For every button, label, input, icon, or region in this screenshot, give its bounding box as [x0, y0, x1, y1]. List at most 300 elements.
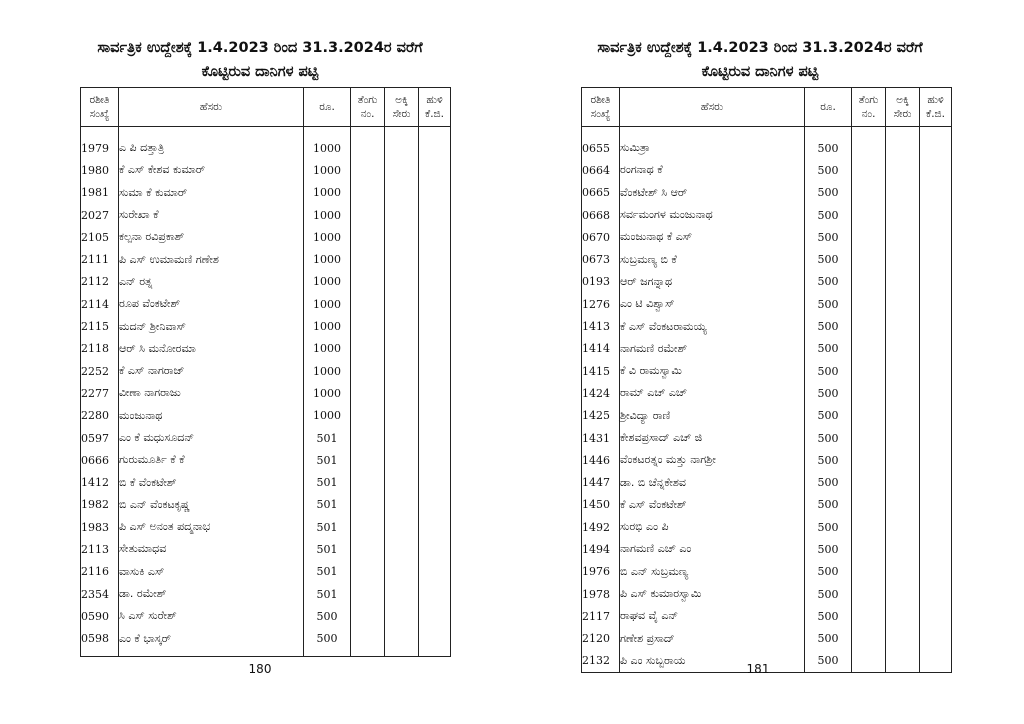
donor-name-cell: ಎನ್ ರತ್ನ — [119, 271, 304, 293]
receipt-number-cell: 0193 — [582, 271, 620, 293]
donor-name-cell: ಪಿ ಎಸ್ ಉಮಾಮಣಿ ಗಣೇಶ — [119, 248, 304, 270]
receipt-number-cell: 1425 — [582, 405, 620, 427]
receipt-number-cell: 1492 — [582, 516, 620, 538]
rice-cell — [385, 628, 419, 650]
coconut-cell — [852, 293, 886, 315]
rice-cell — [886, 427, 920, 449]
coconut-cell — [351, 605, 385, 627]
rice-cell — [886, 271, 920, 293]
receipt-number-cell: 1276 — [582, 293, 620, 315]
header-name: ಹೆಸರು — [119, 88, 304, 127]
amount-cell: 1000 — [304, 293, 351, 315]
receipt-number-cell: 0665 — [582, 182, 620, 204]
receipt-number-cell: 2117 — [582, 605, 620, 627]
amount-cell: 1000 — [304, 159, 351, 181]
filler-cell — [81, 650, 119, 657]
rice-cell — [385, 494, 419, 516]
spacer-cell — [119, 127, 304, 138]
receipt-number-cell: 2354 — [81, 583, 119, 605]
receipt-number-cell: 1415 — [582, 360, 620, 382]
tamarind-cell — [920, 405, 952, 427]
amount-cell: 500 — [805, 583, 852, 605]
coconut-cell — [852, 271, 886, 293]
tamarind-cell — [920, 293, 952, 315]
rice-cell — [886, 293, 920, 315]
table-row — [582, 315, 952, 337]
coconut-cell — [351, 561, 385, 583]
donor-name-cell: ಡಾ. ರಮೇಶ್ — [119, 583, 304, 605]
amount-cell: 1000 — [304, 226, 351, 248]
rice-cell — [385, 182, 419, 204]
filler-cell — [385, 650, 419, 657]
coconut-cell — [852, 427, 886, 449]
coconut-cell — [351, 159, 385, 181]
tamarind-cell — [920, 561, 952, 583]
title-line-1: ಸಾರ್ವತ್ರಿಕ ಉದ್ದೇಶಕ್ಕೆ 1.4.2023 ರಿಂದ 31.3.2024ರ ವರೆಗೆ — [97, 40, 423, 56]
coconut-cell — [852, 137, 886, 159]
tamarind-cell — [920, 471, 952, 493]
header-tamarind: ಹುಳಿ ಕೆ.ಜಿ. — [419, 88, 451, 127]
tamarind-cell — [920, 226, 952, 248]
donor-name-cell: ಕೆ ಎಸ್ ಕೇಶವ ಕುಮಾರ್ — [119, 159, 304, 181]
table-row — [582, 516, 952, 538]
donor-name-cell: ಕಲ್ಪನಾ ರವಿಪ್ರಕಾಶ್ — [119, 226, 304, 248]
table-row — [582, 628, 952, 650]
receipt-number-cell: 1450 — [582, 494, 620, 516]
page-number: 180 — [248, 662, 272, 676]
coconut-cell — [351, 360, 385, 382]
coconut-cell — [852, 471, 886, 493]
amount-cell: 1000 — [304, 405, 351, 427]
table-row — [582, 137, 952, 159]
tamarind-cell — [920, 628, 952, 650]
amount-cell: 500 — [805, 605, 852, 627]
coconut-cell — [852, 382, 886, 404]
rice-cell — [385, 471, 419, 493]
table-row — [81, 360, 451, 382]
coconut-cell — [351, 538, 385, 560]
title-line-2: ಕೊಟ್ಟಿರುವ ದಾನಿಗಳ ಪಟ್ಟಿ — [701, 64, 819, 80]
amount-cell: 500 — [805, 538, 852, 560]
spacer-cell — [886, 127, 920, 138]
receipt-number-cell: 1412 — [81, 471, 119, 493]
tamarind-cell — [920, 538, 952, 560]
tamarind-cell — [419, 226, 451, 248]
donor-name-cell: ಬಿ ಎನ್ ಸುಬ್ರಮಣ್ಯ — [620, 561, 805, 583]
table-row — [81, 248, 451, 270]
donor-name-cell: ಕೆ ಎಸ್ ವೆಂಕಟೇಶ್ — [620, 494, 805, 516]
donor-name-cell: ಪಿ ಎಸ್ ಕುಮಾರಸ್ವಾಮಿ — [620, 583, 805, 605]
amount-cell: 501 — [304, 471, 351, 493]
receipt-number-cell: 0598 — [81, 628, 119, 650]
tamarind-cell — [920, 494, 952, 516]
coconut-cell — [351, 248, 385, 270]
donor-name-cell: ವೀಣಾ ನಾಗರಾಜು — [119, 382, 304, 404]
rice-cell — [385, 226, 419, 248]
coconut-cell — [351, 494, 385, 516]
page-title — [580, 36, 940, 84]
table-row — [81, 271, 451, 293]
coconut-cell — [852, 583, 886, 605]
spacer-cell — [582, 127, 620, 138]
coconut-cell — [852, 538, 886, 560]
donor-name-cell: ಗಣೇಶ ಪ್ರಸಾದ್ — [620, 628, 805, 650]
spacer-cell — [852, 127, 886, 138]
rice-cell — [886, 382, 920, 404]
table-row — [81, 471, 451, 493]
table-row — [81, 204, 451, 226]
coconut-cell — [852, 360, 886, 382]
receipt-number-cell: 1414 — [582, 338, 620, 360]
header-receipt-number: ರಶೀತಿ ಸಂಖ್ಯೆ — [582, 88, 620, 127]
header-coconut: ತೆಂಗು ನಂ. — [351, 88, 385, 127]
rice-cell — [886, 182, 920, 204]
receipt-number-cell: 1978 — [582, 583, 620, 605]
coconut-cell — [351, 382, 385, 404]
coconut-cell — [351, 271, 385, 293]
table-row — [582, 583, 952, 605]
right-page — [512, 0, 1024, 724]
table-row — [582, 494, 952, 516]
donor-name-cell: ಸುರೇಖಾ ಕೆ — [119, 204, 304, 226]
coconut-cell — [351, 137, 385, 159]
coconut-cell — [351, 583, 385, 605]
tamarind-cell — [419, 471, 451, 493]
table-row — [582, 405, 952, 427]
receipt-number-cell: 0597 — [81, 427, 119, 449]
receipt-number-cell: 0670 — [582, 226, 620, 248]
header-tamarind: ಹುಳಿ ಕೆ.ಜಿ. — [920, 88, 952, 127]
table-row — [582, 204, 952, 226]
coconut-cell — [351, 516, 385, 538]
table-row — [582, 561, 952, 583]
coconut-cell — [852, 628, 886, 650]
rice-cell — [385, 382, 419, 404]
tamarind-cell — [419, 538, 451, 560]
amount-cell: 500 — [304, 605, 351, 627]
amount-cell: 500 — [805, 650, 852, 673]
tamarind-cell — [419, 159, 451, 181]
spacer-cell — [620, 127, 805, 138]
table-row — [81, 226, 451, 248]
donor-name-cell: ರಾಮ್ ಎಚ್ ಎಚ್ — [620, 382, 805, 404]
amount-cell: 500 — [304, 628, 351, 650]
donor-name-cell: ಸುಮಾ ಕೆ ಕುಮಾರ್ — [119, 182, 304, 204]
spacer-cell — [385, 127, 419, 138]
donor-name-cell: ಎ ಪಿ ದತ್ತಾತ್ರಿ — [119, 137, 304, 159]
amount-cell: 501 — [304, 561, 351, 583]
tamarind-cell — [920, 427, 952, 449]
rice-cell — [886, 605, 920, 627]
donor-name-cell: ಮಂಜುನಾಥ — [119, 405, 304, 427]
table-row — [582, 427, 952, 449]
table-row — [81, 583, 451, 605]
table-row — [582, 248, 952, 270]
table-row — [81, 628, 451, 650]
table-row — [81, 449, 451, 471]
donor-name-cell: ರೂಪ ವೆಂಕಟೇಶ್ — [119, 293, 304, 315]
receipt-number-cell: 0655 — [582, 137, 620, 159]
rice-cell — [385, 315, 419, 337]
table-row — [582, 382, 952, 404]
amount-cell: 500 — [805, 293, 852, 315]
coconut-cell — [852, 338, 886, 360]
coconut-cell — [351, 315, 385, 337]
amount-cell: 501 — [304, 538, 351, 560]
table-row — [582, 271, 952, 293]
receipt-number-cell: 2120 — [582, 628, 620, 650]
receipt-number-cell: 1424 — [582, 382, 620, 404]
donor-name-cell: ರಂಗನಾಥ ಕೆ — [620, 159, 805, 181]
receipt-number-cell: 2027 — [81, 204, 119, 226]
filler-cell — [304, 650, 351, 657]
tamarind-cell — [419, 605, 451, 627]
tamarind-cell — [920, 338, 952, 360]
tamarind-cell — [419, 360, 451, 382]
table-row — [81, 159, 451, 181]
receipt-number-cell: 2112 — [81, 271, 119, 293]
amount-cell: 500 — [805, 226, 852, 248]
donor-name-cell: ಆರ್ ಸಿ ಮನೋರಮಾ — [119, 338, 304, 360]
tamarind-cell — [920, 159, 952, 181]
coconut-cell — [351, 449, 385, 471]
amount-cell: 500 — [805, 471, 852, 493]
amount-cell: 500 — [805, 561, 852, 583]
table-row — [582, 605, 952, 627]
donor-name-cell: ಗುರುಮೂರ್ತಿ ಕೆ ಕೆ — [119, 449, 304, 471]
donor-name-cell: ಕೇಶವಪ್ರಸಾದ್ ಎಚ್ ಜಿ — [620, 427, 805, 449]
amount-cell: 500 — [805, 248, 852, 270]
receipt-number-cell: 2116 — [81, 561, 119, 583]
filler-row — [81, 650, 451, 657]
rice-cell — [385, 293, 419, 315]
amount-cell: 1000 — [304, 271, 351, 293]
table-row — [81, 315, 451, 337]
coconut-cell — [351, 471, 385, 493]
table-row — [81, 293, 451, 315]
receipt-number-cell: 2252 — [81, 360, 119, 382]
table-row — [582, 338, 952, 360]
rice-cell — [886, 204, 920, 226]
rice-cell — [385, 271, 419, 293]
donor-name-cell: ಎಂ ಕೆ ಭಾಸ್ಕರ್ — [119, 628, 304, 650]
filler-cell — [119, 650, 304, 657]
donor-name-cell: ಆರ್ ಜಗನ್ನಾಥ — [620, 271, 805, 293]
table-row — [81, 405, 451, 427]
amount-cell: 500 — [805, 628, 852, 650]
receipt-number-cell: 1446 — [582, 449, 620, 471]
amount-cell: 1000 — [304, 182, 351, 204]
tamarind-cell — [419, 182, 451, 204]
receipt-number-cell: 2114 — [81, 293, 119, 315]
rice-cell — [385, 605, 419, 627]
tamarind-cell — [419, 382, 451, 404]
tamarind-cell — [920, 315, 952, 337]
tamarind-cell — [920, 382, 952, 404]
donor-name-cell: ಬಿ ಕೆ ವೆಂಕಟೇಶ್ — [119, 471, 304, 493]
rice-cell — [886, 137, 920, 159]
donor-name-cell: ವೆಂಕಟೇಶ್ ಸಿ ಆರ್ — [620, 182, 805, 204]
table-row — [582, 538, 952, 560]
coconut-cell — [852, 204, 886, 226]
donor-name-cell: ಡಾ. ಬಿ ಚೆನ್ನಕೇಶವ — [620, 471, 805, 493]
coconut-cell — [351, 405, 385, 427]
coconut-cell — [351, 204, 385, 226]
donor-name-cell: ಸೇತುಮಾಧವ — [119, 538, 304, 560]
table-row — [582, 226, 952, 248]
donor-name-cell: ಎಂ ಕೆ ಮಧುಸೂದನ್ — [119, 427, 304, 449]
amount-cell: 501 — [304, 449, 351, 471]
donor-name-cell: ನಾಗಮಣಿ ರಮೇಶ್ — [620, 338, 805, 360]
amount-cell: 500 — [805, 137, 852, 159]
coconut-cell — [351, 427, 385, 449]
rice-cell — [886, 583, 920, 605]
table-row — [81, 137, 451, 159]
coconut-cell — [852, 449, 886, 471]
amount-cell: 1000 — [304, 248, 351, 270]
receipt-number-cell: 1981 — [81, 182, 119, 204]
amount-cell: 500 — [805, 204, 852, 226]
table-row — [81, 605, 451, 627]
tamarind-cell — [419, 204, 451, 226]
rice-cell — [886, 538, 920, 560]
receipt-number-cell: 2115 — [81, 315, 119, 337]
amount-cell: 500 — [805, 516, 852, 538]
donor-name-cell: ಶ್ರೀವಿದ್ಯಾ ರಾಣಿ — [620, 405, 805, 427]
receipt-number-cell: 1431 — [582, 427, 620, 449]
rice-cell — [886, 405, 920, 427]
tamarind-cell — [920, 248, 952, 270]
receipt-number-cell: 2105 — [81, 226, 119, 248]
tamarind-cell — [920, 271, 952, 293]
tamarind-cell — [419, 449, 451, 471]
spacer-cell — [805, 127, 852, 138]
amount-cell: 500 — [805, 315, 852, 337]
tamarind-cell — [419, 427, 451, 449]
donor-name-cell: ಸುರಭಿ ಎಂ ಪಿ — [620, 516, 805, 538]
coconut-cell — [852, 315, 886, 337]
receipt-number-cell: 2111 — [81, 248, 119, 270]
tamarind-cell — [920, 449, 952, 471]
spacer-row — [582, 127, 952, 138]
receipt-number-cell: 1983 — [81, 516, 119, 538]
receipt-number-cell: 1447 — [582, 471, 620, 493]
tamarind-cell — [419, 338, 451, 360]
tamarind-cell — [920, 182, 952, 204]
table-row — [582, 293, 952, 315]
amount-cell: 500 — [805, 271, 852, 293]
amount-cell: 500 — [805, 182, 852, 204]
rice-cell — [385, 449, 419, 471]
filler-cell — [351, 650, 385, 657]
donor-name-cell: ಸುಮಿತ್ರಾ — [620, 137, 805, 159]
amount-cell: 1000 — [304, 315, 351, 337]
coconut-cell — [852, 159, 886, 181]
spacer-cell — [351, 127, 385, 138]
donor-name-cell: ಕೆ ಎಸ್ ನಾಗರಾಜ್ — [119, 360, 304, 382]
rice-cell — [886, 159, 920, 181]
receipt-number-cell: 1980 — [81, 159, 119, 181]
rice-cell — [886, 516, 920, 538]
table-row — [81, 538, 451, 560]
amount-cell: 500 — [805, 405, 852, 427]
coconut-cell — [351, 293, 385, 315]
tamarind-cell — [419, 293, 451, 315]
amount-cell: 500 — [805, 449, 852, 471]
rice-cell — [385, 360, 419, 382]
rice-cell — [886, 494, 920, 516]
donor-name-cell: ಎಂ ಟಿ ವಿಶ್ವಾಸ್ — [620, 293, 805, 315]
tamarind-cell — [419, 494, 451, 516]
donor-name-cell: ಬಿ ಎನ್ ವೆಂಕಟಕೃಷ್ಣ — [119, 494, 304, 516]
rice-cell — [385, 561, 419, 583]
tamarind-cell — [419, 315, 451, 337]
tamarind-cell — [920, 360, 952, 382]
coconut-cell — [852, 494, 886, 516]
rice-cell — [886, 338, 920, 360]
donor-name-cell: ಪಿ ಎಸ್ ಅನಂತ ಪದ್ಮನಾಭ — [119, 516, 304, 538]
donor-name-cell: ವೆಂಕಟರತ್ನಂ ಮತ್ತು ನಾಗಶ್ರೀ — [620, 449, 805, 471]
donor-name-cell: ಸುಬ್ರಮಣ್ಯ ಬಿ ಕೆ — [620, 248, 805, 270]
table-row — [81, 561, 451, 583]
donor-table — [581, 87, 952, 673]
tamarind-cell — [419, 628, 451, 650]
amount-cell: 500 — [805, 159, 852, 181]
rice-cell — [385, 427, 419, 449]
tamarind-cell — [419, 248, 451, 270]
donor-name-cell: ಪಿ ಎಂ ಸುಬ್ಬರಾಯ — [620, 650, 805, 673]
table-row — [582, 449, 952, 471]
amount-cell: 501 — [304, 494, 351, 516]
donor-name-cell: ವಾಸುಕಿ ಎಸ್ — [119, 561, 304, 583]
coconut-cell — [351, 628, 385, 650]
page-number: 181 — [746, 662, 770, 676]
filler-cell — [419, 650, 451, 657]
table-row — [81, 382, 451, 404]
rice-cell — [886, 449, 920, 471]
title-line-1: ಸಾರ್ವತ್ರಿಕ ಉದ್ದೇಶಕ್ಕೆ 1.4.2023 ರಿಂದ 31.3.2024ರ ವರೆಗೆ — [597, 40, 923, 56]
rice-cell — [385, 338, 419, 360]
spacer-row — [81, 127, 451, 138]
rice-cell — [385, 405, 419, 427]
receipt-number-cell: 2113 — [81, 538, 119, 560]
amount-cell: 500 — [805, 494, 852, 516]
rice-cell — [385, 516, 419, 538]
table-row — [582, 471, 952, 493]
tamarind-cell — [419, 516, 451, 538]
header-rice: ಅಕ್ಕಿ ಸೇರು — [385, 88, 419, 127]
header-amount: ರೂ. — [304, 88, 351, 127]
coconut-cell — [852, 405, 886, 427]
table-row — [81, 516, 451, 538]
table-row — [582, 360, 952, 382]
rice-cell — [886, 226, 920, 248]
donor-table — [80, 87, 451, 657]
amount-cell: 501 — [304, 516, 351, 538]
receipt-number-cell: 1494 — [582, 538, 620, 560]
receipt-number-cell: 0664 — [582, 159, 620, 181]
rice-cell — [385, 204, 419, 226]
receipt-number-cell: 1413 — [582, 315, 620, 337]
tamarind-cell — [419, 561, 451, 583]
rice-cell — [385, 137, 419, 159]
table-row — [81, 338, 451, 360]
coconut-cell — [351, 226, 385, 248]
rice-cell — [886, 360, 920, 382]
amount-cell: 500 — [805, 382, 852, 404]
amount-cell: 500 — [805, 360, 852, 382]
coconut-cell — [852, 605, 886, 627]
